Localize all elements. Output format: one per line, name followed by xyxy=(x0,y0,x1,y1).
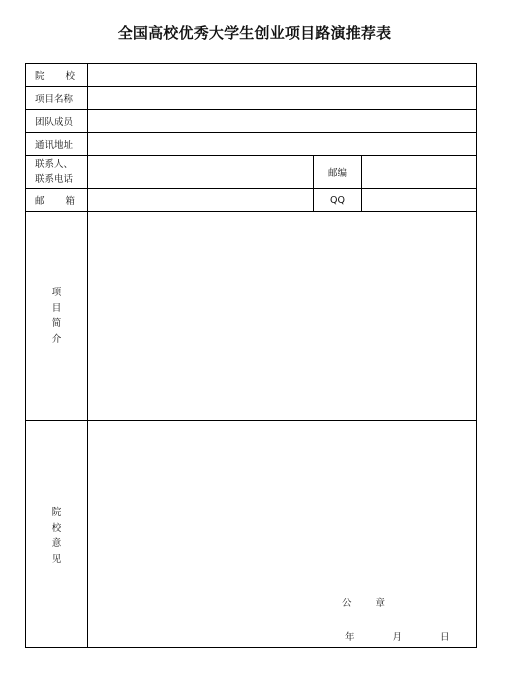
qq-label: QQ xyxy=(314,189,362,212)
address-label: 通讯地址 xyxy=(26,133,88,156)
postcode-label: 邮编 xyxy=(314,156,362,189)
team-members-label: 团队成员 xyxy=(26,110,88,133)
date-day: 日 xyxy=(440,632,450,643)
date-line xyxy=(345,629,450,643)
form-title: 全国高校优秀大学生创业项目路演推荐表 xyxy=(117,24,392,42)
school-opinion-field[interactable] xyxy=(88,421,477,648)
contact-label: 联系人、 联系电话 xyxy=(26,156,88,189)
date-month: 月 xyxy=(392,632,403,643)
project-name-label: 项目名称 xyxy=(26,87,88,110)
recommendation-form xyxy=(25,63,477,648)
postcode-field[interactable] xyxy=(362,156,477,189)
team-members-field[interactable] xyxy=(88,110,477,133)
project-intro-label: 项 目 简 介 xyxy=(26,212,88,421)
official-seal-line: 公 章 xyxy=(342,598,386,609)
school-opinion-label: 院 校 意 见 xyxy=(26,421,88,648)
school-label: 院 校 xyxy=(26,64,88,87)
email-label: 邮 箱 xyxy=(26,189,88,212)
date-year: 年 xyxy=(345,632,355,643)
project-name-field[interactable] xyxy=(88,87,477,110)
email-field[interactable] xyxy=(88,189,314,212)
contact-field[interactable] xyxy=(88,156,314,189)
address-field[interactable] xyxy=(88,133,477,156)
project-intro-field[interactable] xyxy=(88,212,477,421)
school-field[interactable] xyxy=(88,64,477,87)
qq-field[interactable] xyxy=(362,189,477,212)
